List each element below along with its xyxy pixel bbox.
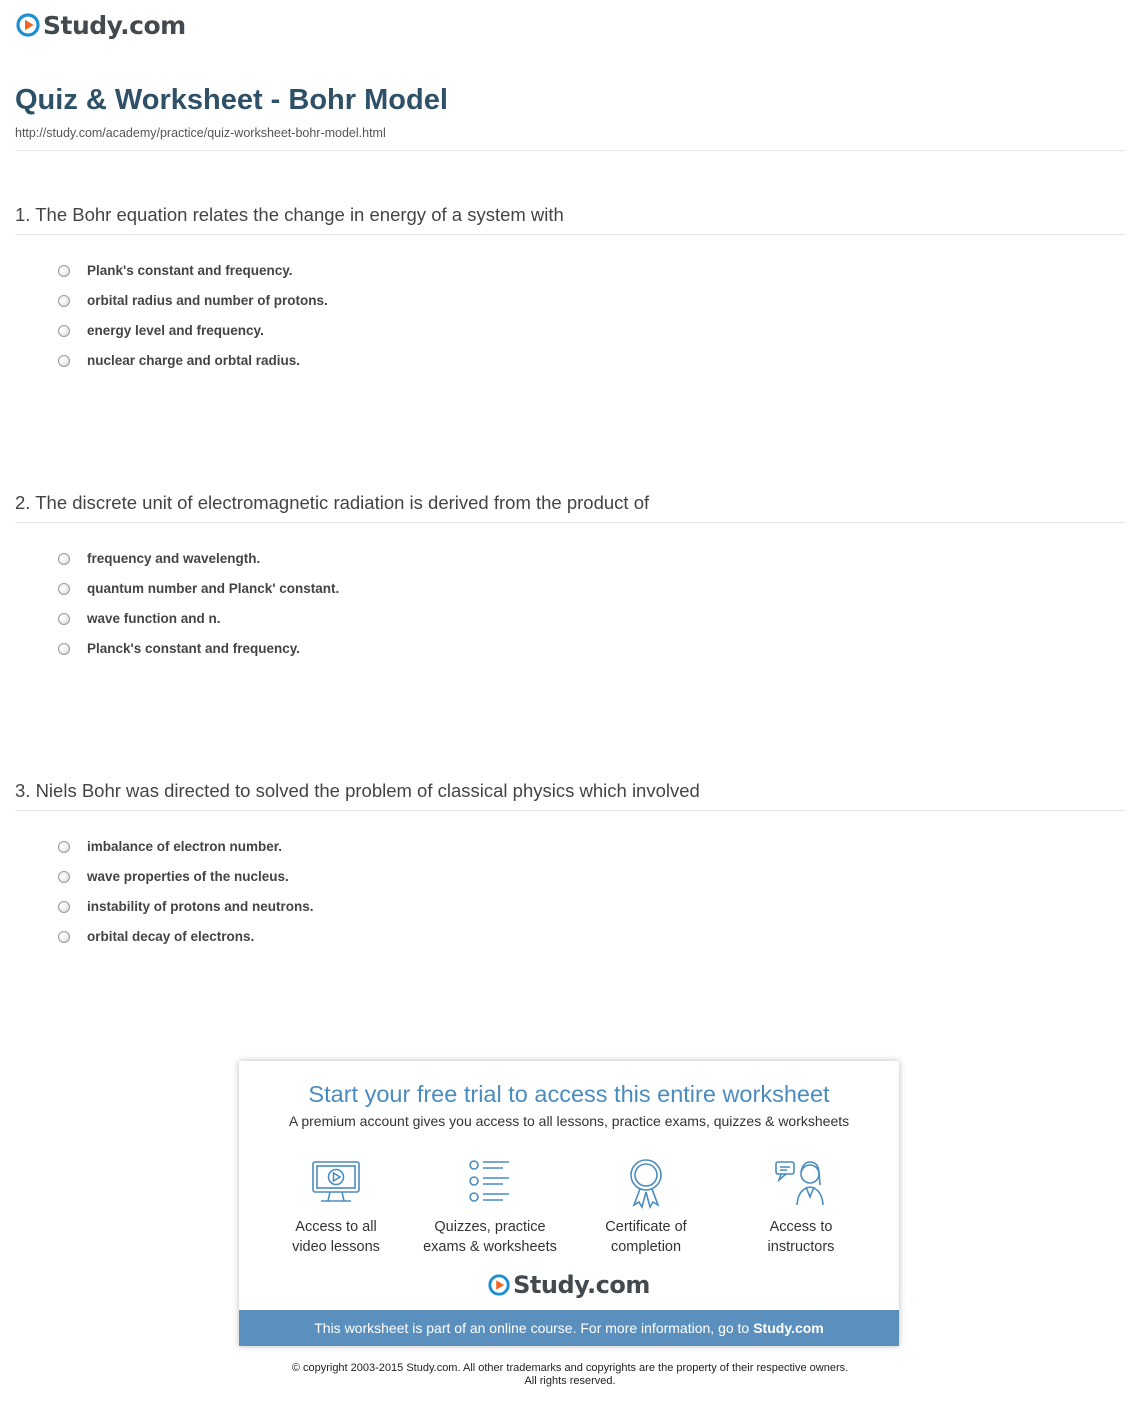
radio-button[interactable] bbox=[58, 613, 70, 625]
feature-video-lessons bbox=[261, 1157, 411, 1257]
question-divider bbox=[15, 522, 1125, 523]
radio-button[interactable] bbox=[58, 871, 70, 883]
question-1-options bbox=[58, 247, 328, 383]
answer-label: energy level and frequency. bbox=[87, 322, 264, 338]
promo-logo[interactable] bbox=[239, 1271, 899, 1299]
promo-footer-bar bbox=[239, 1310, 899, 1346]
question-divider bbox=[15, 234, 1125, 235]
certificate-icon bbox=[618, 1157, 674, 1209]
answer-label: quantum number and Planck' constant. bbox=[87, 580, 340, 596]
answer-option[interactable] bbox=[58, 625, 339, 671]
answer-label: frequency and wavelength. bbox=[87, 550, 261, 566]
feature-label: Access to instructors bbox=[767, 1219, 835, 1255]
radio-button[interactable] bbox=[58, 295, 70, 307]
radio-button[interactable] bbox=[58, 553, 70, 565]
promo-footer-text: This worksheet is part of an online course. For more information, go to bbox=[314, 1320, 750, 1336]
header-divider bbox=[15, 150, 1125, 151]
promo-title[interactable]: Start your free trial to access this entire worksheet bbox=[308, 1081, 830, 1107]
radio-button[interactable] bbox=[58, 841, 70, 853]
study-logo-icon bbox=[488, 1274, 510, 1296]
site-logo[interactable] bbox=[16, 10, 186, 40]
promo-subtitle: A premium account gives you access to all lessons, practice exams, quizzes & worksheets bbox=[288, 1113, 850, 1129]
study-logo-icon bbox=[16, 13, 40, 37]
promo-footer-link[interactable]: Study.com bbox=[753, 1320, 824, 1336]
answer-label: wave function and n. bbox=[87, 610, 221, 626]
question-3-options bbox=[58, 823, 314, 959]
feature-label: Certificate of completion bbox=[605, 1219, 687, 1255]
radio-button[interactable] bbox=[58, 931, 70, 943]
radio-button[interactable] bbox=[58, 355, 70, 367]
free-trial-promo bbox=[239, 1061, 899, 1346]
page-url: http://study.com/academy/practice/quiz-worksheet-bohr-model.html bbox=[15, 126, 386, 140]
answer-label: instability of protons and neutrons. bbox=[87, 898, 314, 914]
copyright bbox=[0, 1362, 1140, 1388]
answer-option[interactable] bbox=[58, 337, 328, 383]
feature-certificate bbox=[571, 1157, 721, 1257]
question-divider bbox=[15, 810, 1125, 811]
page-title: Quiz & Worksheet - Bohr Model bbox=[15, 84, 448, 116]
logo-text: Study.com bbox=[513, 1271, 650, 1299]
radio-button[interactable] bbox=[58, 643, 70, 655]
question-2-options bbox=[58, 535, 339, 671]
copyright-rights: All rights reserved. bbox=[524, 1375, 616, 1387]
radio-button[interactable] bbox=[58, 265, 70, 277]
feature-instructors bbox=[726, 1157, 876, 1257]
answer-label: orbital radius and number of protons. bbox=[87, 292, 328, 308]
radio-button[interactable] bbox=[58, 901, 70, 913]
answer-label: nuclear charge and orbtal radius. bbox=[87, 352, 301, 368]
answer-label: imbalance of electron number. bbox=[87, 838, 283, 854]
radio-button[interactable] bbox=[58, 325, 70, 337]
answer-option[interactable] bbox=[58, 913, 314, 959]
answer-label: orbital decay of electrons. bbox=[87, 928, 255, 944]
answer-label: wave properties of the nucleus. bbox=[87, 868, 289, 884]
feature-quizzes bbox=[415, 1157, 565, 1257]
logo-text: Study.com bbox=[43, 10, 186, 40]
question-1: 1. The Bohr equation relates the change in energy of a system with bbox=[15, 204, 564, 225]
question-2: 2. The discrete unit of electromagnetic radiation is derived from the product of bbox=[15, 492, 650, 513]
feature-label: Quizzes, practice exams & worksheets bbox=[423, 1219, 557, 1255]
video-lesson-icon bbox=[308, 1157, 364, 1209]
instructor-icon bbox=[773, 1157, 829, 1209]
radio-button[interactable] bbox=[58, 583, 70, 595]
answer-label: Planck's constant and frequency. bbox=[87, 640, 301, 656]
feature-label: Access to all video lessons bbox=[292, 1219, 380, 1255]
question-3: 3. Niels Bohr was directed to solved the problem of classical physics which involved bbox=[15, 780, 700, 801]
copyright-line: © copyright 2003-2015 Study.com. All other trademarks and copyrights are the property of their respective owners. bbox=[291, 1362, 849, 1374]
answer-label: Plank's constant and frequency. bbox=[87, 262, 293, 278]
checklist-icon bbox=[462, 1157, 518, 1209]
